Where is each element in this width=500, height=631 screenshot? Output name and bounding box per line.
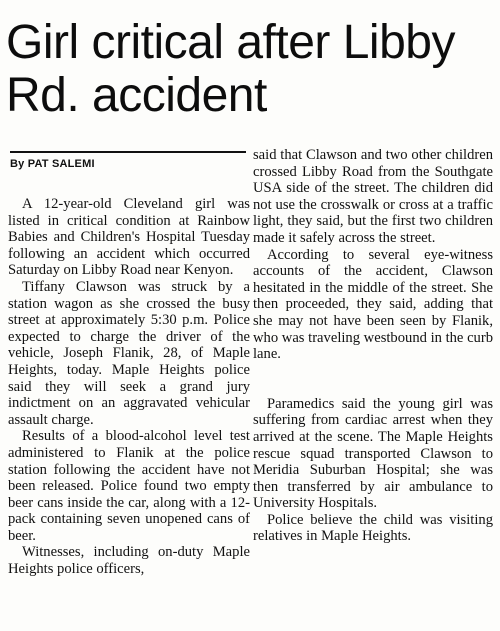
right-column	[253, 147, 493, 545]
paragraph: said that Clawson and two other children crossed Libby Road from the Southgate USA side of the street. The children did not use the crosswalk or cross at a traffic light, they said, but the first two children made it safely across the street.	[253, 147, 493, 246]
paragraph: According to several eye-witness accounts of the accident, Clawson hesitated in the middle of the street. She then proceeded, they said, adding that she may not have been seen by Flanik, who was traveling westbound in the curb lane.	[253, 246, 493, 363]
byline: By PAT SALEMI	[10, 158, 95, 170]
paragraph: Results of a blood-alcohol level test administered to Flanik at the police station following the accident have not been released. Police found two empty beer cans inside the car, along with a 12-pack containing seven unopened cans of beer.	[8, 428, 250, 544]
paragraph: Witnesses, including on-duty Maple Heights police officers,	[8, 544, 250, 578]
headline: Girl critical after Libby Rd. accident	[6, 16, 455, 122]
paragraph: Tiffany Clawson was struck by a station wagon as she crossed the busy street at approximately 5:30 p.m. Police expected to charge the driver of the vehicle, Joseph Flanik, 28, of Maple Heights, today. Maple Heights police said they will seek a grand jury indictment on an aggravated vehicular assault charge.	[8, 278, 250, 428]
paragraph: A 12-year-old Cleveland girl was listed in critical condition at Rainbow Babies and Children's Hospital Tuesday following an accident which occurred Saturday on Libby Road near Kenyon.	[8, 196, 250, 279]
paragraph: Paramedics said the young girl was suffering from cardiac arrest when they arrived at the scene. The Maple Heights rescue squad transported Clawson to Meridia Suburban Hospital; she was then transferred by air ambulance to University Hospitals.	[253, 395, 493, 512]
paragraph: Police believe the child was visiting relatives in Maple Heights.	[253, 511, 493, 545]
byline-rule	[10, 151, 246, 153]
column-gap	[253, 363, 493, 396]
left-column	[8, 196, 250, 578]
